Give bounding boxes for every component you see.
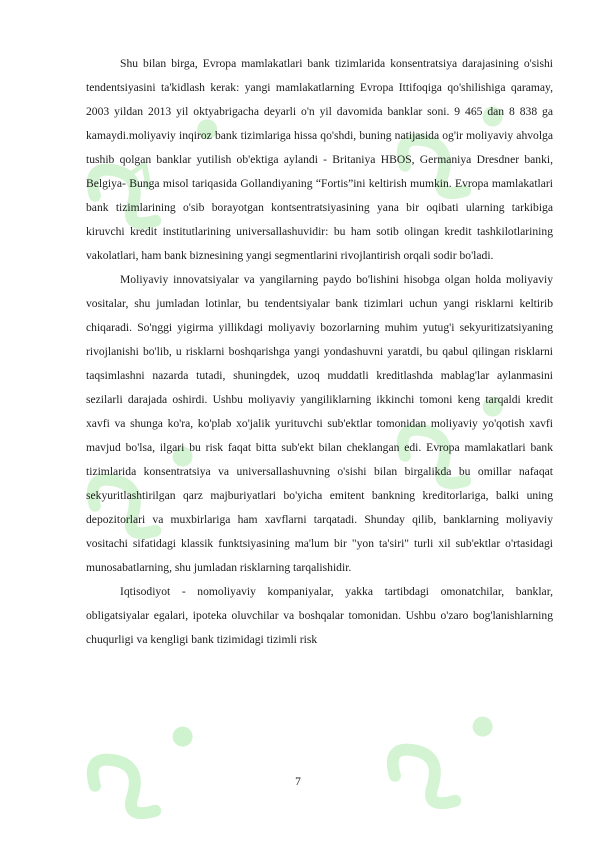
svg-text:7: 7	[124, 154, 167, 201]
paragraph: Iqtisodiyot - nomoliyaviy kompaniyalar, yakka tartibdagi omonatchilar, banklar, obligatsiyalar egalari, ipoteka oluvchilar va boshqalar tomonidan. Ushbu o'zaro bog'lanishlarning chuqurligi va kengligi bank tizimidagi tizimli risk	[86, 585, 553, 646]
body-text	[86, 52, 553, 652]
page-number: 7	[295, 776, 301, 788]
paragraph: Moliyaviy innovatsiyalar va yangilarning paydo bo'lishini hisobga olgan holda moliyaviy vositalar, shu jumladan lotinlar, bu tendentsiyalar bank tizimlari uchun yangi risklarni keltirib chiqaradi. So'nggi yigirma yillikdagi moliyaviy bozorlarning muhim yutug'i sekyuritizatsiyaning rivojlanishi bo'lib, u risklarni boshqarishga yangi yondashuvni yaratdi, bu qabul qilingan risklarni taqsimlashni nazarda tutadi, shuningdek, uzoq muddatli kreditlashda mablag'lar aylanmasini sezilarli darajada oshirdi. Ushbu moliyaviy yangiliklarning ikkinchi tomoni keng tarqaldi kredit xavfi va shunga ko'ra, ko'plab xo'jalik yurituvchi sub'ektlar tomonidan moliyaviy yo'qotish xavfi mavjud bo'lsa, ilgari bu risk faqat bitta sub'ekt bilan cheklangan edi. Evropa mamlakatlari bank tizimlarida konsentratsiya va universallashuvning o'sishi bilan birgalikda bu omillar nafaqat sekyuritlashtirilgan qarz majburiyatlari bo'yicha emitent bankning kreditorlariga, balki uning depozitorlari va muxbirlariga ham xavflarni tarqatadi. Shunday qilib, banklarning moliyaviy vositachi sifatidagi klassik funktsiyasining ma'lum bir "yon ta'siri" turli xil sub'ektlar o'rtasidagi munosabatlarning, shu jumladan risklarning tarqalishidir.	[86, 273, 553, 574]
paragraph: Shu bilan birga, Evropa mamlakatlari bank tizimlarida konsentratsiya darajasining o'sishi tendentsiyasini ta'kidlash kerak: yangi mamlakatlarning Evropa Ittifoqiga qo'shilishiga qaramay, 2003 yildan 2013 yil oktyabrigacha deyarli o'n yil davomida banklar soni. 9 465 dan 8 838 ga kamaydi.moliyaviy inqiroz bank tizimlariga hissa qo'shdi, buning natijasida og'ir moliyaviy ahvolga tushib qolgan banklar yutilish ob'ektiga aylandi - Britaniya HBOS, Germaniya Dresdner banki, Belgiya- Bunga misol tariqasida Gollandiyaning “Fortis”ini keltirish mumkin. Evropa mamlakatlari bank tizimlarining o'sib borayotgan kontsentratsiyasining yana bir oqibati ularning tarkibiga kiruvchi kredit institutlarining universallashuvidir: bu ham sotib olingan kredit tashkilotlarining vakolatlari, ham bank biznesining yangi segmentlarini rivojlantirish orqali sodir bo'ladi.	[86, 57, 553, 262]
watermark-logo-icon	[70, 680, 260, 830]
watermark-logo-icon	[370, 670, 560, 820]
